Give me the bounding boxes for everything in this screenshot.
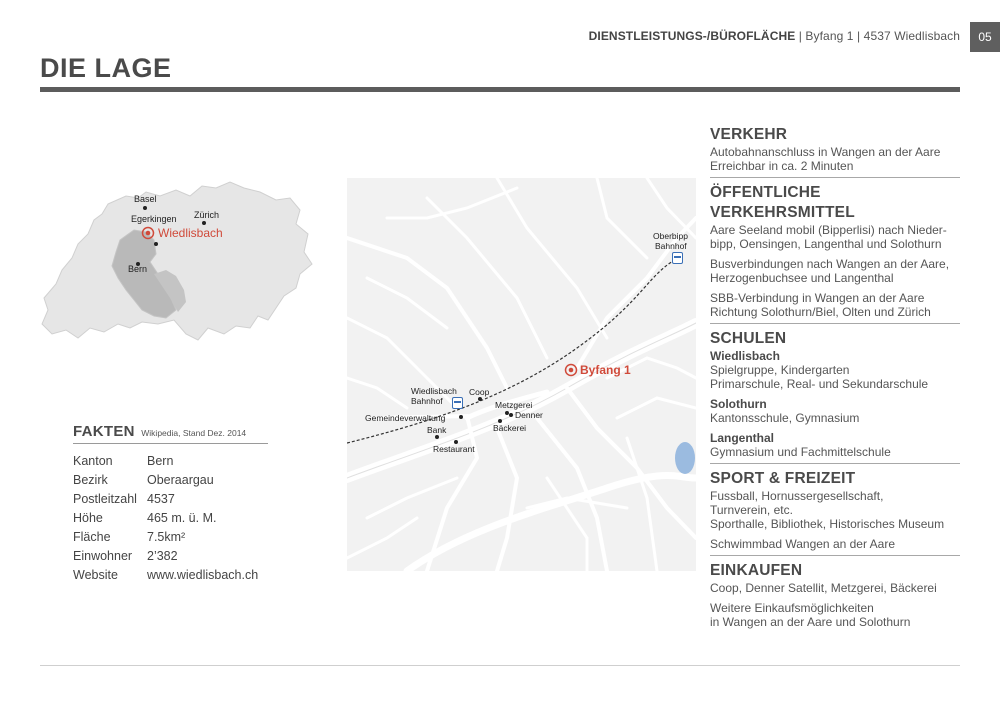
- section-title: ÖFFENTLICHE: [710, 184, 821, 201]
- section-oev: [710, 183, 960, 324]
- fact-row: [73, 451, 283, 470]
- map-dot-basel: [143, 206, 147, 210]
- fact-row: [73, 546, 283, 565]
- section-einkaufen: [710, 561, 960, 633]
- label-wiedlisbach-bahnhof: Wiedlisbach: [411, 386, 457, 396]
- header-address: | Byfang 1 | 4537 Wiedlisbach: [795, 29, 960, 43]
- switzerland-outline: [38, 178, 338, 348]
- section-schulen: [710, 329, 960, 464]
- text-line: Autobahnanschluss in Wangen an der Aare: [710, 145, 941, 159]
- fact-key: Bezirk: [73, 472, 108, 487]
- text-line: Aare Seeland mobil (Bipperlisi) nach Nieder-: [710, 223, 947, 237]
- text-line: Sporthalle, Bibliothek, Historisches Museum: [710, 517, 945, 531]
- fact-key: Fläche: [73, 529, 111, 544]
- fact-row: [73, 470, 283, 489]
- fact-row: [73, 489, 283, 508]
- footer-rule: [40, 665, 960, 666]
- label-oberbipp: Oberbipp: [653, 231, 688, 241]
- text-line: Kantonsschule, Gymnasium: [710, 411, 860, 425]
- section-title: SCHULEN: [710, 330, 787, 347]
- text-line: Primarschule, Real- und Sekundarschule: [710, 377, 929, 391]
- poi-dot: [459, 415, 463, 419]
- poi-dot: [509, 413, 513, 417]
- fact-row: [73, 527, 283, 546]
- map-label-egerkingen: Egerkingen: [131, 214, 177, 224]
- text-line: Schwimmbad Wangen an der Aare: [710, 537, 895, 551]
- text-line: Turnverein, etc.: [710, 503, 793, 517]
- section-title: SPORT & FREIZEIT: [710, 470, 856, 487]
- fact-value: 7.5km²: [147, 529, 186, 544]
- fact-key: Einwohner: [73, 548, 133, 563]
- label-byfang: Byfang 1: [580, 363, 631, 377]
- page-title: DIE LAGE: [40, 53, 172, 83]
- label-baeckerei: Bäckerei: [493, 423, 527, 433]
- fact-value: 2’382: [147, 548, 178, 563]
- fact-key: Höhe: [73, 510, 103, 525]
- text-line: Spielgruppe, Kindergarten: [710, 363, 850, 377]
- fakten-header: [73, 423, 268, 444]
- poi-dot: [435, 435, 439, 439]
- text-line: bipp, Oensingen, Langenthal und Solothurn: [710, 237, 942, 251]
- label-bahnhof: Bahnhof: [411, 396, 443, 406]
- page-number: 05: [970, 22, 1000, 52]
- fact-key: Website: [73, 567, 118, 582]
- fact-key: Kanton: [73, 453, 113, 468]
- label-oberbipp-bahnhof: Bahnhof: [655, 241, 687, 251]
- header-title: DIENSTLEISTUNGS-/BÜROFLÄCHE: [588, 29, 796, 43]
- fact-row: [73, 508, 283, 527]
- section-title: VERKEHR: [710, 126, 788, 143]
- document-header: [589, 29, 960, 43]
- label-gemeindeverwaltung: Gemeindeverwaltung: [365, 413, 446, 423]
- subheading: Solothurn: [710, 397, 767, 411]
- location-marker-icon: [564, 363, 578, 377]
- fakten-source: Wikipedia, Stand Dez. 2014: [141, 428, 247, 438]
- town-map: [347, 178, 696, 571]
- bus-stop-icon: [452, 397, 463, 409]
- title-underline: [40, 87, 960, 92]
- poi-dot: [478, 397, 482, 401]
- section-title: EINKAUFEN: [710, 562, 803, 579]
- fact-value: Bern: [147, 453, 174, 468]
- fakten-title: FAKTEN: [73, 423, 135, 440]
- text-line: Erreichbar in ca. 2 Minuten: [710, 159, 854, 173]
- fact-value: Oberaargau: [147, 472, 214, 487]
- fact-row: [73, 565, 283, 584]
- label-bank: Bank: [427, 425, 447, 435]
- facts-table: [73, 451, 283, 584]
- map-label-basel: Basel: [134, 194, 157, 204]
- text-line: Weitere Einkaufsmöglichkeiten: [710, 601, 874, 615]
- location-marker-icon: [141, 226, 155, 240]
- fact-value: 4537: [147, 491, 175, 506]
- text-line: Busverbindungen nach Wangen an der Aare,: [710, 257, 950, 271]
- fact-value: 465 m. ü. M.: [147, 510, 217, 525]
- map-dot-zurich: [202, 221, 206, 225]
- text-line: Herzogenbuchsee und Langenthal: [710, 271, 894, 285]
- switzerland-map: [38, 178, 338, 348]
- text-line: Richtung Solothurn/Biel, Olten und Zürich: [710, 305, 931, 319]
- fact-key: Postleitzahl: [73, 491, 137, 506]
- section-sport: [710, 469, 960, 556]
- bus-stop-icon: [672, 252, 683, 264]
- info-column: [710, 125, 960, 638]
- label-coop: Coop: [469, 387, 490, 397]
- fact-value[interactable]: www.wiedlisbach.ch: [147, 567, 259, 582]
- subheading: Langenthal: [710, 431, 775, 445]
- map-label-bern: Bern: [128, 264, 148, 274]
- section-title: VERKEHRSMITTEL: [710, 204, 855, 221]
- label-metzgerei: Metzgerei: [495, 400, 533, 410]
- label-restaurant: Restaurant: [433, 444, 475, 454]
- map-dot-wiedlisbach: [154, 242, 158, 246]
- map-label-wiedlisbach: Wiedlisbach: [158, 226, 223, 240]
- label-denner: Denner: [515, 410, 543, 420]
- street-network: [347, 178, 696, 571]
- subheading: Wiedlisbach: [710, 349, 780, 363]
- text-line: in Wangen an der Aare und Solothurn: [710, 615, 911, 629]
- map-label-zurich: Zürich: [194, 210, 220, 220]
- text-line: Gymnasium und Fachmittelschule: [710, 445, 891, 459]
- text-line: Coop, Denner Satellit, Metzgerei, Bäckerei: [710, 581, 937, 595]
- text-line: SBB-Verbindung in Wangen an der Aare: [710, 291, 925, 305]
- section-verkehr: [710, 125, 960, 178]
- text-line: Fussball, Hornussergesellschaft,: [710, 489, 884, 503]
